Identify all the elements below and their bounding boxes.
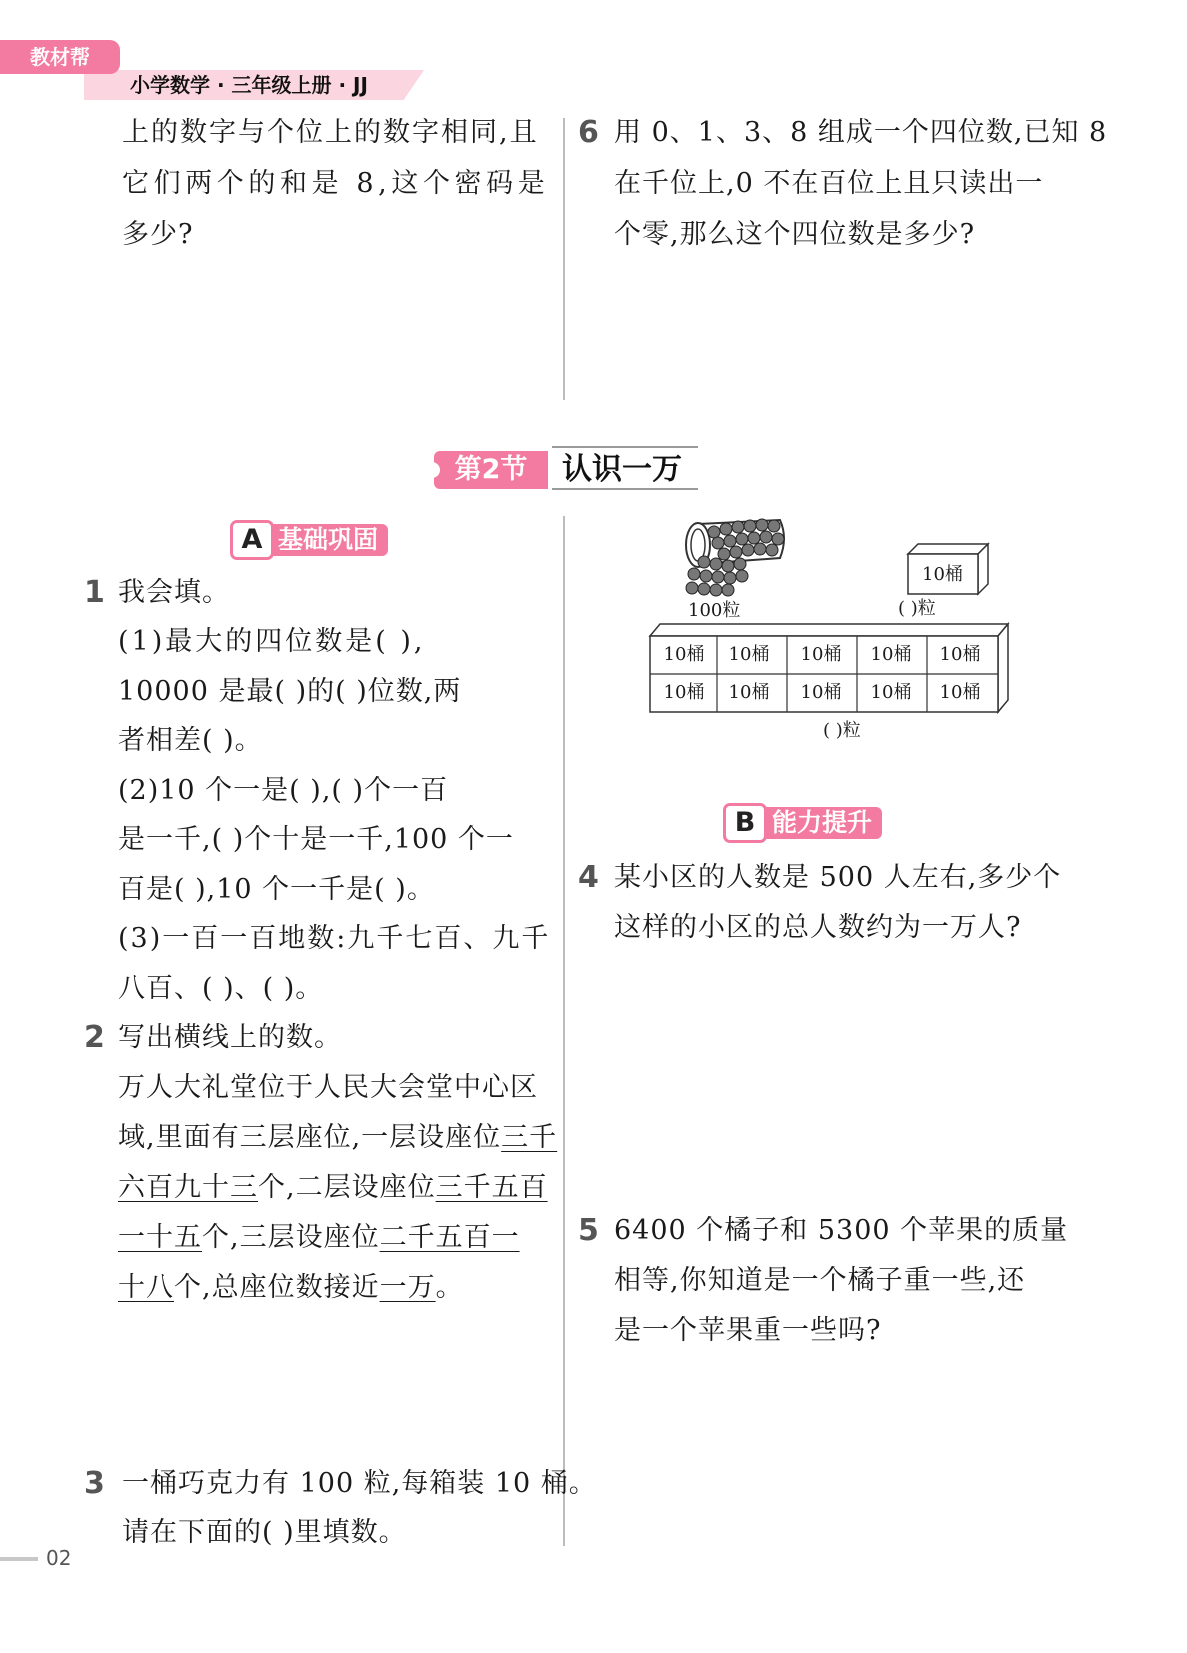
q2-line-3: 六百九十三个,二层设座位三千五百 (118, 1172, 548, 1203)
question-number-5: 5 (578, 1213, 599, 1248)
question-number-3: 3 (84, 1466, 105, 1501)
continued-line-1: 上的数字与个位上的数字相同,且 (122, 117, 539, 148)
section-rule-top (552, 446, 698, 448)
q4-line-2: 这样的小区的总人数约为一万人? (614, 912, 1022, 943)
continued-line-3: 多少? (122, 219, 194, 250)
book-title: 小学数学 · 三年级上册 · JJ (130, 73, 368, 97)
q1-title: 我会填。 (118, 577, 230, 608)
q1-line-3: 者相差( )。 (118, 725, 263, 756)
q6-line-2: 在千位上,0 不在百位上且只读出一 (614, 168, 1044, 199)
q1-line-1: (1)最大的四位数是( ), (118, 626, 426, 657)
page-number-bar (0, 1557, 38, 1561)
brand-tab: 教材帮 (0, 40, 120, 74)
q2-line-1: 万人大礼堂位于人民大会堂中心区 (118, 1072, 538, 1103)
question-number-6: 6 (578, 115, 599, 150)
level-a-letter: A (230, 520, 274, 560)
jar-icon (686, 519, 784, 596)
continued-line-2: 它们两个的和是 8,这个密码是 (122, 168, 550, 199)
q6-line-1: 用 0、1、3、8 组成一个四位数,已知 8 (614, 117, 1108, 148)
crate-cell: 10桶 (663, 644, 705, 665)
q1-line-7: (3)一百一百地数:九千七百、九千 (118, 923, 551, 954)
q1-line-6: 百是( ),10 个一千是( )。 (118, 874, 435, 905)
question-number-4: 4 (578, 860, 599, 895)
q1-line-2: 10000 是最( )的( )位数,两 (118, 676, 462, 707)
level-a-label: 基础巩固 (264, 524, 388, 556)
level-b-label: 能力提升 (758, 807, 882, 839)
crate-cell: 10桶 (870, 644, 912, 665)
section-tag: 第2节 (434, 451, 548, 489)
q2-line-4: 一十五个,三层设座位二千五百一 (118, 1222, 520, 1253)
q3-line-2: 请在下面的( )里填数。 (122, 1517, 407, 1548)
q5-line-2: 相等,你知道是一个橘子重一些,还 (614, 1265, 1026, 1296)
crate-cell: 10桶 (663, 682, 705, 703)
question-number-2: 2 (84, 1020, 105, 1055)
q1-line-8: 八百、( )、( )。 (118, 973, 324, 1004)
q1-line-4: (2)10 个一是( ),( )个一百 (118, 775, 449, 806)
crate-blank: ( )粒 (823, 720, 861, 741)
q5-line-1: 6400 个橘子和 5300 个苹果的质量 (614, 1215, 1069, 1246)
chocolate-figure (640, 512, 1020, 752)
q2-title: 写出横线上的数。 (118, 1022, 342, 1053)
q3-line-1: 一桶巧克力有 100 粒,每箱装 10 桶。 (122, 1468, 597, 1499)
crate-cell: 10桶 (800, 682, 842, 703)
q6-line-3: 个零,那么这个四位数是多少? (614, 219, 976, 250)
crate-cell: 10桶 (870, 682, 912, 703)
crate-cell: 10桶 (939, 644, 981, 665)
question-number-1: 1 (84, 575, 105, 610)
jar-label: 100粒 (688, 600, 741, 621)
column-divider-top (563, 118, 565, 400)
crate-cell: 10桶 (728, 644, 770, 665)
q4-line-1: 某小区的人数是 500 人左右,多少个 (614, 862, 1062, 893)
crate-cell: 10桶 (939, 682, 981, 703)
section-title: 认识一万 (562, 452, 682, 487)
column-divider-main (563, 516, 565, 1546)
crate-cell: 10桶 (728, 682, 770, 703)
page-number: 02 (46, 1546, 72, 1570)
q1-line-5: 是一千,( )个十是一千,100 个一 (118, 824, 514, 855)
level-b-letter: B (723, 803, 767, 843)
single-box-label: 10桶 (922, 564, 963, 585)
crate-cell: 10桶 (800, 644, 842, 665)
single-box-blank: ( )粒 (898, 598, 936, 619)
q2-line-5: 十八个,总座位数接近一万。 (118, 1272, 464, 1303)
q5-line-3: 是一个苹果重一些吗? (614, 1315, 882, 1346)
q2-line-2: 域,里面有三层座位,一层设座位三千 (118, 1122, 558, 1153)
